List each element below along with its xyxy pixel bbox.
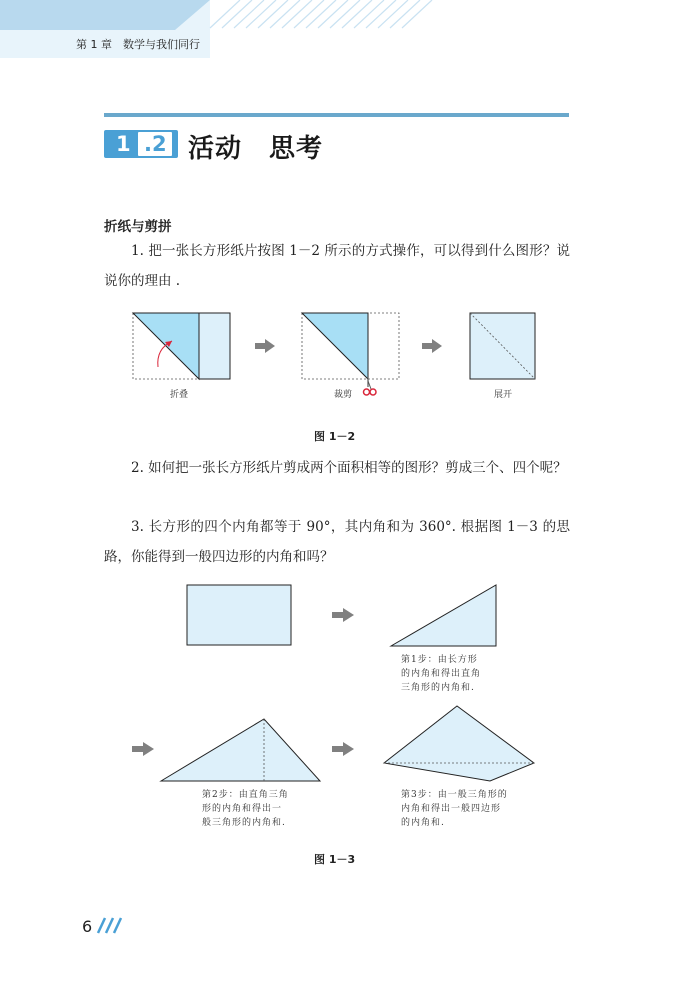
arrow-icon [255,339,275,353]
figure-1-2-label: 图 1－2 [314,430,356,443]
arrow-icon [422,339,442,353]
step-2-caption: 第2步：由直角三角 形的内角和得出一 般三角形的内角和. [202,790,289,828]
right-triangle-shape [391,585,496,646]
chapter-label: 第 1 章 数学与我们同行 [76,38,200,51]
section-title: 活动 思考 [188,134,324,164]
step-3-caption: 第3步：由一般三角形的 内角和得出一般四边形 的内角和. [401,790,508,828]
arrow-icon [332,608,354,622]
section-rule [104,113,569,117]
page-slashes-decoration [96,915,124,935]
caption-cut: 裁剪 [334,390,353,400]
caption-fold: 折叠 [170,390,189,400]
caption-unfold: 展开 [494,390,513,400]
question-2: 2. 如何把一张长方形纸片剪成两个面积相等的图形？剪成三个、四个呢？ [131,460,567,476]
quadrilateral-shape [384,706,534,781]
question-3: 3. 长方形的四个内角都等于 90°，其内角和为 360°. 根据图 1－3 的思路，你能得到一般四边形的内角和吗？ [104,519,570,565]
general-triangle-shape [161,719,320,781]
rectangle-shape [187,585,291,645]
fold-triangle [133,313,199,379]
figure-1-3-label: 图 1－3 [314,853,356,866]
arrow-icon [332,742,354,756]
chapter-header-band [0,0,440,58]
subheading: 折纸与剪拼 [104,219,172,235]
section-number-minor: .2 [144,132,167,156]
fold-strip [199,313,230,379]
scissors-icon [362,377,378,399]
cut-triangle [302,313,368,379]
question-1: 1. 把一张长方形纸片按图 1－2 所示的方式操作，可以得到什么图形？说说你的理由 . [104,243,570,289]
arrow-icon [132,742,154,756]
section-number-badge [104,130,178,158]
section-number-major: 1 [116,132,131,156]
page-number: 6 [82,917,93,936]
step-1-caption: 第1步：由长方形 的内角和得出直角 三角形的内角和. [401,655,482,693]
